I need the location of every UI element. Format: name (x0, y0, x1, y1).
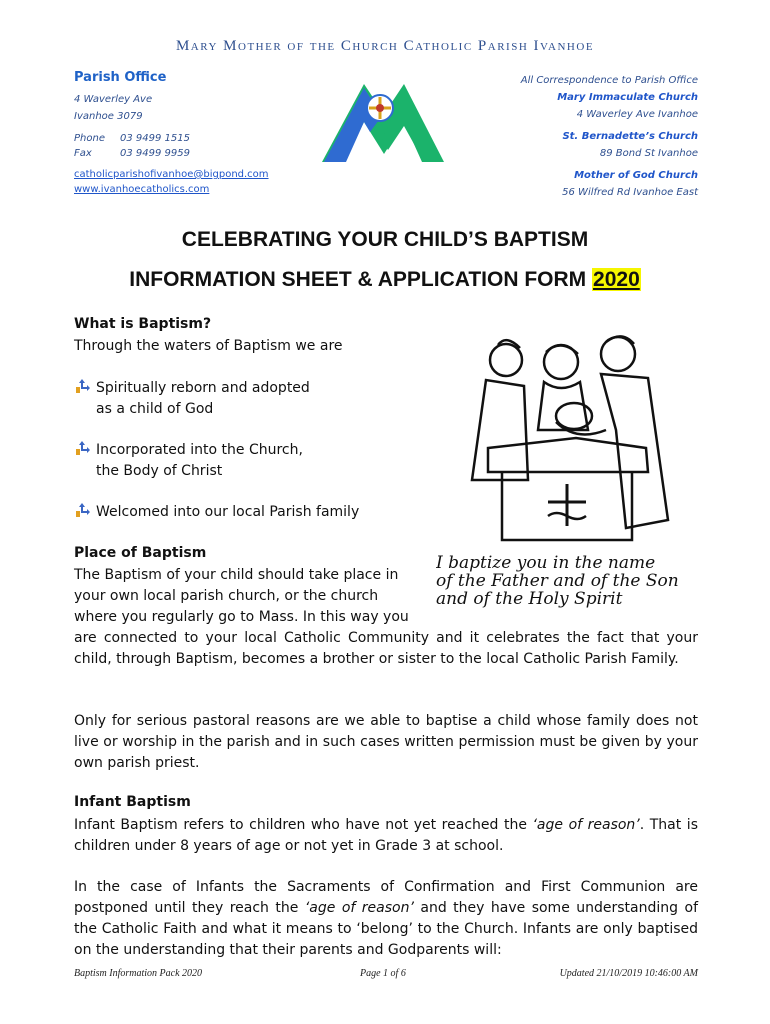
bullet-welcomed-line1: Welcomed into our local Parish family (96, 504, 360, 520)
place-line1: The Baptism of your child should take place in (74, 567, 399, 583)
place-of-baptism-rest: are connected to your local Catholic Community and it celebrates the fact that your child, through Baptism, becomes a brother or sister to the local Catholic Parish Family. (74, 630, 698, 667)
footer-page-number: Page 1 of 6 (360, 968, 406, 979)
correspondence-block (438, 72, 698, 201)
infant-p2-emphasis: ‘age of reason’ (304, 900, 414, 916)
bullet-incorporated (74, 440, 303, 482)
parish-name-text: Mary Mother of the Church Catholic Parish Ivanhoe (175, 38, 595, 54)
title-year: 2020 (593, 268, 640, 291)
church1-name: Mary Immaculate Church (557, 92, 698, 103)
infant-baptism-heading: Infant Baptism (74, 794, 191, 810)
place-line2: your own local parish church, or the church (74, 588, 379, 604)
bullet-reborn-line2: as a child of God (96, 401, 214, 417)
church3-address: 56 Wilfred Rd Ivanhoe East (562, 187, 698, 198)
caption-line2: of the Father and of the Son (436, 571, 679, 591)
bullet-reborn-line1: Spiritually reborn and adopted (96, 380, 310, 396)
what-is-baptism-heading: What is Baptism? (74, 316, 212, 332)
office-address-line1: 4 Waverley Ave (74, 94, 153, 105)
bullet-arrow-icon (74, 502, 96, 525)
email-link[interactable]: catholicparishofivanhoe@bigpond.com (74, 169, 269, 180)
correspondence-intro: All Correspondence to Parish Office (520, 75, 698, 86)
office-phone-row (74, 131, 269, 146)
church2-address: 89 Bond St Ivanhoe (599, 148, 698, 159)
parish-name (0, 38, 770, 55)
place-of-baptism-lines (74, 565, 434, 628)
title-line2 (0, 268, 770, 292)
office-heading: Parish Office (74, 70, 167, 85)
title-line2-text: INFORMATION SHEET & APPLICATION FORM (129, 268, 587, 291)
footer-updated: Updated 21/10/2019 10:46:00 AM (559, 968, 698, 979)
infant-baptism-para2 (74, 877, 698, 961)
baptism-illustration (436, 330, 706, 614)
bullet-incorporated-line1: Incorporated into the Church, (96, 442, 303, 458)
phone-number: 03 9499 1515 (120, 133, 190, 144)
church3-name: Mother of God Church (574, 170, 698, 181)
bullet-welcomed (74, 502, 359, 525)
what-is-baptism-intro: Through the waters of Baptism we are (74, 338, 343, 354)
phone-label: Phone (74, 133, 105, 144)
church2-name: St. Bernadette’s Church (562, 131, 698, 142)
footer-left: Baptism Information Pack 2020 (74, 968, 203, 979)
title-line1: CELEBRATING YOUR CHILD’S BAPTISM (181, 228, 589, 251)
bullet-reborn (74, 378, 310, 420)
bullet-arrow-icon (74, 378, 96, 420)
bullet-incorporated-line2: the Body of Christ (96, 463, 223, 479)
office-fax-row (74, 146, 269, 161)
church1-address: 4 Waverley Ave Ivanhoe (576, 109, 698, 120)
infant-p1-text: Infant Baptism refers to children who have not yet reached the (74, 817, 533, 833)
place-of-baptism-para2: Only for serious pastoral reasons are we able to baptise a child whose family does not live or worship in the parish and in such cases written permission must be given by your own parish priest. (74, 713, 698, 771)
office-address-line2: Ivanhoe 3079 (74, 111, 143, 122)
parish-logo (318, 70, 448, 174)
infant-p1-text-end: . That is children under 8 years of age or not yet in Grade 3 at school. (74, 817, 698, 854)
fax-number: 03 9499 9959 (120, 148, 190, 159)
infant-p1-emphasis: ‘age of reason’ (532, 817, 640, 833)
fax-label: Fax (74, 148, 92, 159)
infant-p2-text-end: and they have some understanding of the Catholic Faith and what it means to ‘belong’ to the Church. Infants are only baptised on the understanding that their parents and Godparents will: (74, 900, 698, 958)
bullet-arrow-icon (74, 440, 96, 482)
caption-line3: and of the Holy Spirit (436, 589, 623, 609)
place-line3: where you regularly go to Mass. In this way you (74, 609, 409, 625)
parish-office-block (74, 70, 269, 197)
website-link[interactable]: www.ivanhoecatholics.com (74, 184, 210, 195)
place-of-baptism-heading: Place of Baptism (74, 545, 207, 561)
infant-p2-text: In the case of Infants the Sacraments of Confirmation and First Communion are postponed until they reach the (74, 879, 698, 916)
caption-line1: I baptize you in the name (436, 553, 656, 573)
infant-baptism-para1 (74, 815, 698, 857)
